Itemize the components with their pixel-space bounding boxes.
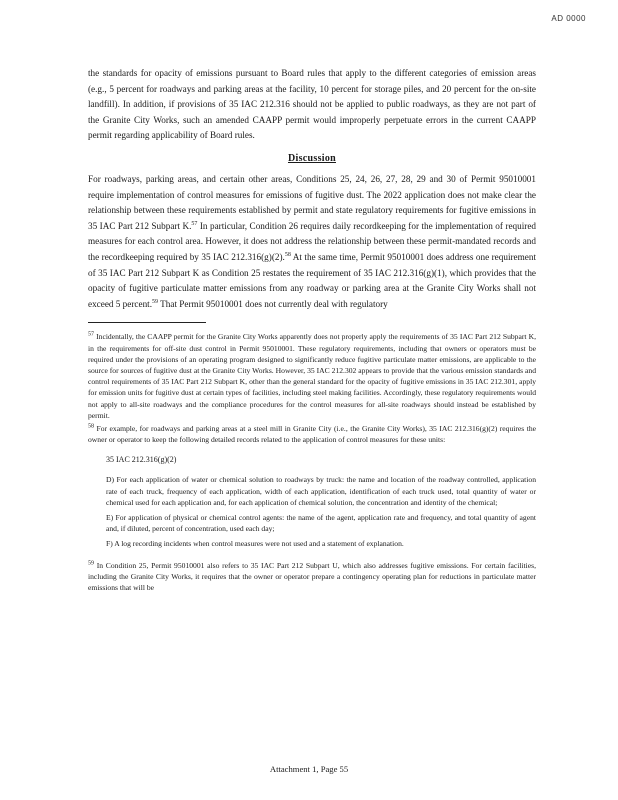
page-footer: Attachment 1, Page 55 <box>269 764 349 774</box>
para2-text-b: In particular, Condition 26 requires daily recordkeeping for the implementation of required measures for each control area. However, it does not address the relationship between these permit-mandated records and the recordkeeping required by 35 IAC 212.316(g)(2). <box>88 220 537 262</box>
footnote-59 <box>88 560 536 594</box>
quote-item-f: F) A log recording incidents when control measures were not used and a statement of explanation. <box>106 539 404 549</box>
footnote-58 <box>88 423 536 445</box>
footnote-57-text: Incidentally, the CAAPP permit for the Granite City Works apparently does not properly apply the requirements of 35 IAC Part 212 Subpart K, in the requirements for off-site dust control in Permit 95010001. These regulatory requirements, including that owners or operators must be required under the provisions of an operating program designed to significantly reduce fugitive particulate matter emissions, are applicable to the source for sources of fugitive dust at the Granite City Works. However, 35 IAC 212.302 appears to provide that the various emission standards and control requirements of 35 IAC Part 212 Subpart K, other than the general standard for the opacity of fugitive emissions in 35 IAC 212.301, apply for emission units for fugitive dust at certain types of facilities, including steel making facilities. Accordingly, these regulatory requirements would not apply to all-site roadways and the compliance procedures for the control measures for all-site roadways should instead be established by permit. <box>88 332 536 420</box>
para2-text-a: For roadways, parking areas, and certain other areas, Conditions 25, 24, 26, 27, 28, 29 and 30 of Permit 95010001 require implementation of control measures for emissions of fugitive dust. The 2022 application does not make clear the relationship between these requirements established by permit and state regulatory requirements for fugitive emissions in 35 IAC Part 212 Subpart K. <box>88 173 536 231</box>
quote-item-d: D) For each application of water or chemical solution to roadways by truck: the name and location of the roadway controlled, application rate of each truck, frequency of each application, width of each application, identification of each truck used, total quantity of water or chemical used for each application and, for each application of chemical solution, the concentration and identity of the chemical; <box>106 475 536 507</box>
body-paragraph-1: the standards for opacity of emissions pursuant to Board rules that apply to the different categories of emission areas (e.g., 5 percent for roadways and parking areas at the facility, 10 percent for storage piles, and 20 percent for the on-site landfill). In addition, if provisions of 35 IAC 212.316 should not be applied to public roadways, as they are not part of the Granite City Works, such an amended CAAPP permit would improperly perpetuate errors in the current CAAPP permit regarding applicability of Board rules. <box>88 68 536 141</box>
section-heading: Discussion <box>287 152 336 164</box>
quote-item-e: E) For application of physical or chemical control agents: the name of the agent, application rate and frequency, and total quantity of agent and, if diluted, percent of concentration, used each day; <box>106 512 536 534</box>
document-id: AD 0000 <box>551 14 586 23</box>
footnote-ref-59[interactable]: 59 <box>152 298 159 305</box>
para2-text-d: That Permit 95010001 does not currently deal with regulatory <box>158 298 388 309</box>
footnote-57 <box>88 331 536 421</box>
regulation-citation: 35 IAC 212.316(g)(2) <box>106 455 177 465</box>
footnote-58-number: 58 <box>88 423 94 430</box>
footnote-58-text: For example, for roadways and parking areas at a steel mill in Granite City (i.e., the Granite City Works), 35 IAC 212.316(g)(2) requires the owner or operator to keep the following detailed records related to the application of control measures for these units: <box>88 423 536 445</box>
body-paragraph-2 <box>88 172 536 312</box>
footnote-57-number: 57 <box>88 331 94 338</box>
footnote-ref-58[interactable]: 58 <box>284 251 291 258</box>
footnote-divider <box>88 322 206 323</box>
para2-text-c: At the same time, Permit 95010001 does address one requirement of 35 IAC Part 212 Subpart K as Condition 25 restates the requirement of 35 IAC 212.316(g)(1), which provides that the opacity of fugitive particulate matter emissions from any roadway or parking area at the Granite City Works shall not exceed 5 percent. <box>88 251 536 309</box>
footnote-59-text: In Condition 25, Permit 95010001 also refers to 35 IAC Part 212 Subpart U, which also addresses fugitive emissions. For certain facilities, including the Granite City Works, it requires that the owner or operator prepare a contingency operating plan for reductions in particulate matter emissions that will be <box>88 560 536 592</box>
regulation-quote <box>106 474 536 549</box>
footnote-59-number: 59 <box>88 560 94 567</box>
page-content <box>88 66 536 595</box>
footnote-ref-57[interactable]: 57 <box>191 220 198 227</box>
